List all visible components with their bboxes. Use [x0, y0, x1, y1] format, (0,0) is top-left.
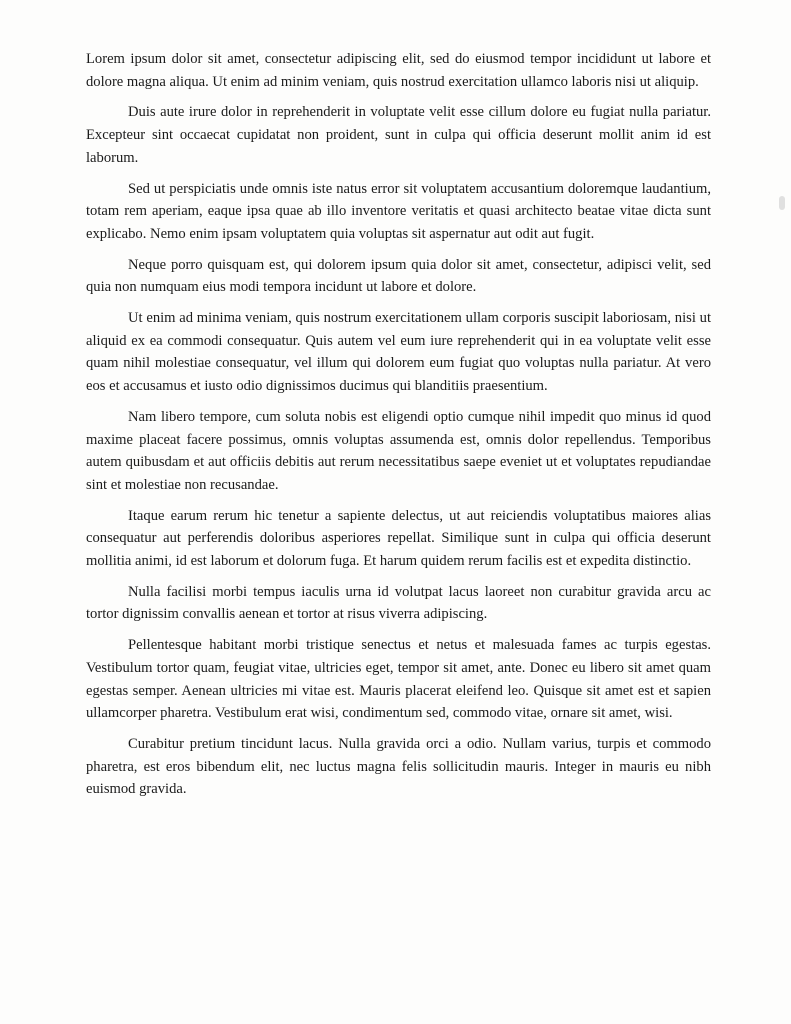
- paragraph-2: Duis aute irure dolor in reprehenderit in voluptate velit esse cillum dolore eu fugiat nulla pariatur. Excepteur sint occaecat cupidatat non proident, sunt in culpa qui officia deserunt mollit anim id est laborum.: [86, 104, 711, 166]
- paragraph-5: Ut enim ad minima veniam, quis nostrum exercitationem ullam corporis suscipit laboriosam, nisi ut aliquid ex ea commodi consequatur. Quis autem vel eum iure reprehenderit qui in ea voluptate velit esse quam nihil molestiae consequatur, vel illum qui dolorem eum fugiat quo voluptas nulla pariatur. At vero eos et accusamus et iusto odio dignissimos ducimus qui blanditiis praesentium.: [86, 310, 711, 395]
- paragraph-7: Itaque earum rerum hic tenetur a sapiente delectus, ut aut reiciendis voluptatibus maiores alias consequatur aut perferendis doloribus asperiores repellat. Similique sunt in culpa qui officia deserunt mollitia animi, id est laborum et dolorum fuga. Et harum quidem rerum facilis est et expedita distinctio.: [86, 507, 711, 570]
- paragraph-10: Curabitur pretium tincidunt lacus. Nulla gravida orci a odio. Nullam varius, turpis et commodo pharetra, est eros bibendum elit, nec luctus magna felis sollicitudin mauris. Integer in mauris eu nibh euismod gravida.: [86, 735, 711, 798]
- paragraph-4: Neque porro quisquam est, qui dolorem ipsum quia dolor sit amet, consectetur, adipisci velit, sed quia non numquam eius modi tempora incidunt ut labore et dolore.: [86, 256, 711, 296]
- paragraph-1: Lorem ipsum dolor sit amet, consectetur adipiscing elit, sed do eiusmod tempor incididunt ut labore et dolore magna aliqua. Ut enim ad minim veniam, quis nostrud exercitation ullamco laboris nisi ut aliquip.: [86, 51, 711, 90]
- paragraph-3: Sed ut perspiciatis unde omnis iste natus error sit voluptatem accusantium doloremque laudantium, totam rem aperiam, eaque ipsa quae ab illo inventore veritatis et quasi architecto beatae vitae dicta sunt explicabo. Nemo enim ipsam voluptatem quia voluptas sit aspernatur aut odit aut fugit.: [86, 180, 711, 242]
- scan-artifact-mark: [779, 196, 785, 210]
- paragraph-9: Pellentesque habitant morbi tristique senectus et netus et malesuada fames ac turpis egestas. Vestibulum tortor quam, feugiat vitae, ultricies eget, tempor sit amet, ante. Donec eu libero sit amet quam egestas semper. Aenean ultricies mi vitae est. Mauris placerat eleifend leo. Quisque sit amet est et sapien ullamcorper pharetra. Vestibulum erat wisi, condimentum sed, commodo vitae, ornare sit amet, wisi.: [86, 637, 711, 722]
- paragraph-6: Nam libero tempore, cum soluta nobis est eligendi optio cumque nihil impedit quo minus id quod maxime placeat facere possimus, omnis voluptas assumenda est, omnis dolor repellendus. Temporibus autem quibusdam et aut officiis debitis aut rerum necessitatibus saepe eveniet ut et voluptates repudiandae sint et molestiae non recusandae.: [86, 408, 711, 493]
- paragraph-8: Nulla facilisi morbi tempus iaculis urna id volutpat lacus laoreet non curabitur gravida arcu ac tortor dignissim convallis aenean et tortor at risus viverra adipiscing.: [86, 583, 711, 623]
